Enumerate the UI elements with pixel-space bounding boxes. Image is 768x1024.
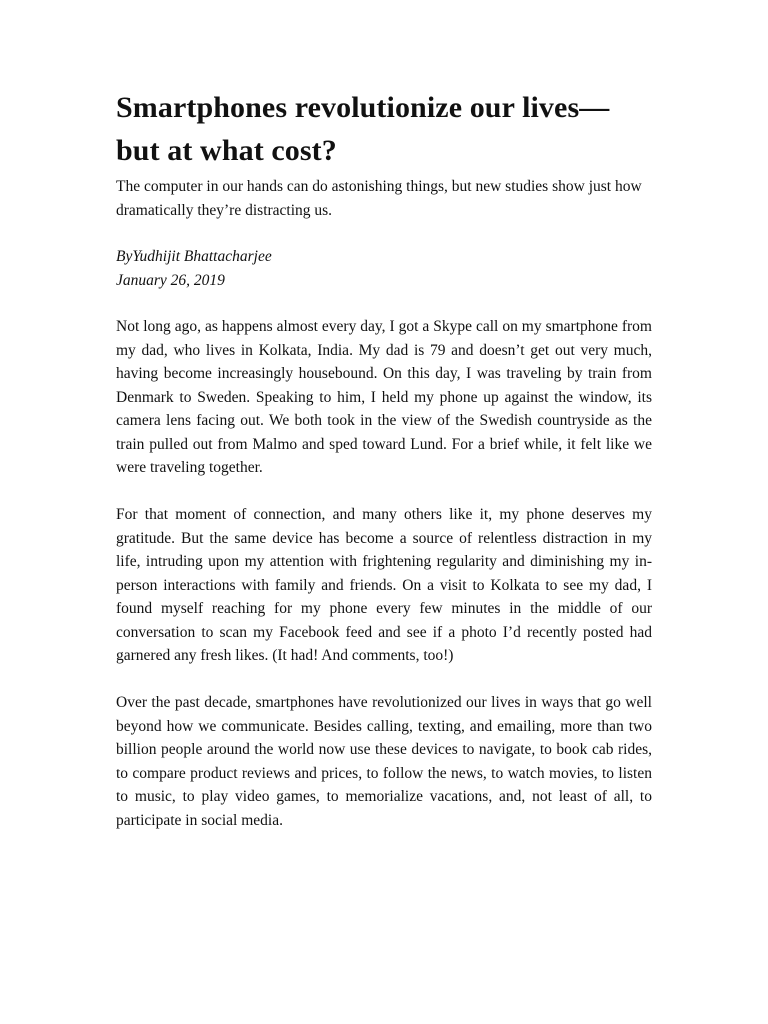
article-subtitle: The computer in our hands can do astonishing things, but new studies show just how dramatically they’re distracting us.	[116, 178, 642, 219]
article-author: ByYudhijit Bhattacharjee	[116, 248, 272, 265]
document-page	[116, 86, 652, 856]
article-byline-block	[116, 245, 652, 292]
article-body	[116, 315, 652, 832]
body-paragraph: For that moment of connection, and many others like it, my phone deserves my gratitude. But the same device has become a source of relentless distraction in my life, intruding upon my attention with frightening regularity and diminishing my in-person interactions with family and friends. On a visit to Kolkata to see my dad, I found myself reaching for my phone every few minutes in the middle of our conversation to scan my Facebook feed and see if a photo I’d recently posted had garnered any fresh likes. (It had! And comments, too!)	[116, 506, 652, 664]
article-title: Smartphones revolutionize our lives—but at what cost?	[116, 91, 610, 167]
body-paragraph: Not long ago, as happens almost every day, I got a Skype call on my smartphone from my dad, who lives in Kolkata, India. My dad is 79 and doesn’t get out very much, having become increasingly housebound. On this day, I was traveling by train from Denmark to Sweden. Speaking to him, I held my phone up against the window, its camera lens facing out. We both took in the view of the Swedish countryside as the train pulled out from Malmo and sped toward Lund. For a brief while, it felt like we were traveling together.	[116, 318, 652, 476]
article-date: January 26, 2019	[116, 271, 225, 289]
body-paragraph: Over the past decade, smartphones have revolutionized our lives in ways that go well beyond how we communicate. Besides calling, texting, and emailing, more than two billion people around the world now use these devices to navigate, to book cab rides, to compare product reviews and prices, to follow the news, to watch movies, to listen to music, to play video games, to memorialize vacations, and, not least of all, to participate in social media.	[116, 694, 652, 829]
